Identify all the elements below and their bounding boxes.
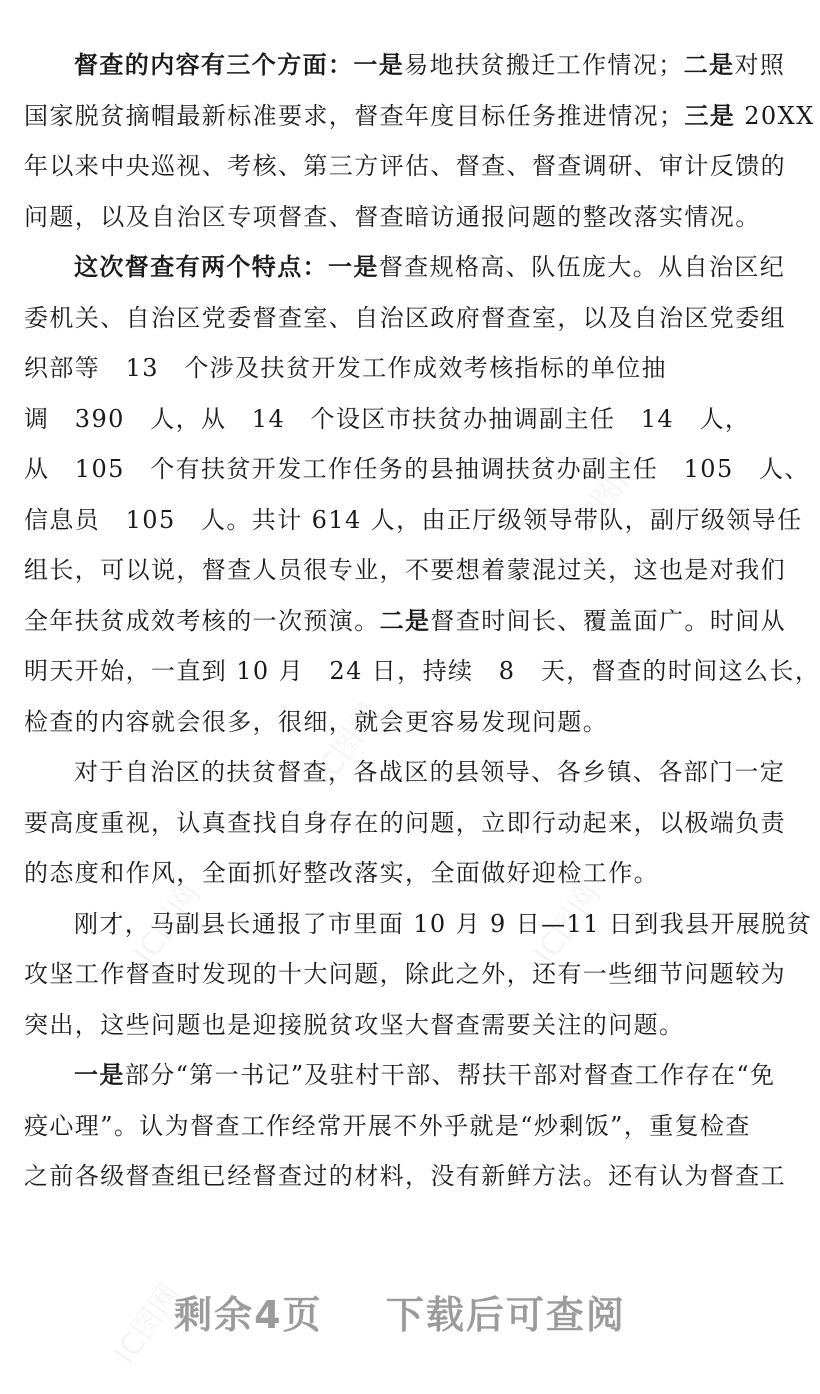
text-run: 督查规格高、队伍庞大。从自治区纪 xyxy=(378,253,786,281)
paragraph xyxy=(24,747,786,899)
text-line xyxy=(24,192,778,243)
text-run: 明天开始，一直到 10 月 24 日，持续 8 天，督查的时间这么长， xyxy=(24,657,820,685)
text-run: 全年扶贫成效考核的一次预演。 xyxy=(24,606,380,635)
bold-text: 一是 xyxy=(328,252,379,281)
text-line xyxy=(24,798,786,849)
text-run: 委机关、自治区党委督查室、自治区政府督查室，以及自治区党委组 xyxy=(24,303,786,332)
text-line xyxy=(24,40,786,91)
text-run: 疫心理”。认为督查工作经常开展不外乎就是“炒剩饭”，重复检查 xyxy=(24,1111,751,1140)
text-line xyxy=(24,949,786,1000)
text-run: 组长，可以说，督查人员很专业，不要想着蒙混过关，这也是对我们 xyxy=(24,556,786,584)
text-run: 织部等 13 个涉及扶贫开发工作成效考核指标的单位抽 xyxy=(24,354,667,382)
text-run: 之前各级督查组已经督查过的材料，没有新鲜方法。还有认为督查工 xyxy=(24,1162,786,1190)
text-run: 对照 xyxy=(734,51,786,79)
text-line xyxy=(24,747,786,798)
text-run: 从 105 个有扶贫开发工作任务的县抽调扶贫办副主任 105 人、 xyxy=(24,455,810,483)
download-to-read-text: 下载后可查阅 xyxy=(385,1293,626,1337)
paragraph xyxy=(24,40,815,242)
document-body xyxy=(24,40,820,1202)
text-line xyxy=(24,343,778,394)
text-run: 信息员 105 人。共计 614 人，由正厅级领导带队，副厅级领导任 xyxy=(24,505,803,534)
text-line xyxy=(24,1101,778,1152)
bold-text: 这次督查有两个特点： xyxy=(74,252,328,281)
bold-text: 一是 xyxy=(74,1060,125,1089)
text-line xyxy=(24,1050,778,1101)
text-line xyxy=(24,242,786,293)
text-run: 易地扶贫搬迁工作情况； xyxy=(404,51,684,79)
text-line xyxy=(24,293,786,344)
text-line xyxy=(24,899,813,950)
text-run: 年以来中央巡视、考核、第三方评估、督查、督查调研、审计反馈的 xyxy=(24,152,786,180)
text-run: 部分“第一书记”及驻村干部、帮扶干部对督查工作存在“免 xyxy=(124,1061,776,1089)
text-run: 督查时间长、覆盖面广。时间从 xyxy=(430,606,787,635)
watermark: IC图网 xyxy=(127,877,208,971)
bold-text: 一是 xyxy=(353,50,405,79)
bold-text: 督查的内容有三个方面： xyxy=(74,50,354,79)
text-line xyxy=(24,646,820,697)
text-run: 突出，这些问题也是迎接脱贫攻坚大督查需要关注的问题。 xyxy=(24,1010,685,1039)
text-run: 对于自治区的扶贫督查，各战区的县领导、各乡镇、各部门一定 xyxy=(74,758,786,786)
watermark: IC图网 xyxy=(107,1277,188,1371)
text-run: 的态度和作风，全面抓好整改落实，全面做好迎检工作。 xyxy=(24,859,659,887)
text-run: 要高度重视，认真查找自身存在的问题，立即行动起来，以极端负责 xyxy=(24,808,786,837)
watermark: IC图网 xyxy=(527,877,608,971)
text-line xyxy=(24,495,803,546)
text-run: 检查的内容就会很多，很细，就会更容易发现问题。 xyxy=(24,707,609,736)
text-line xyxy=(24,545,786,596)
text-run: 国家脱贫摘帽最新标准要求，督查年度目标任务推进情况； xyxy=(24,101,685,130)
text-line xyxy=(24,1151,786,1202)
bold-text: 二是 xyxy=(683,50,735,79)
text-line xyxy=(24,697,778,748)
text-line xyxy=(24,596,787,647)
text-line xyxy=(24,444,810,495)
text-line xyxy=(24,1000,778,1051)
bold-text: 二是 xyxy=(379,605,431,635)
download-banner[interactable] xyxy=(0,1290,800,1340)
paragraph xyxy=(24,242,820,747)
text-run: 调 390 人，从 14 个设区市扶贫办抽调副主任 14 人， xyxy=(24,404,751,433)
paragraph xyxy=(24,1050,786,1202)
text-line xyxy=(24,848,778,899)
bold-text: 三是 xyxy=(684,100,736,130)
text-line xyxy=(24,141,786,192)
watermark: IC图网 xyxy=(567,447,648,541)
watermark: IC图网 xyxy=(307,697,388,791)
text-run: 攻坚工作督查时发现的十大问题，除此之外，还有一些细节问题较为 xyxy=(24,960,786,988)
text-run: 刚才，马副县长通报了市里面 10 月 9 日—11 日到我县开展脱贫 xyxy=(74,909,813,938)
text-run: 问题，以及自治区专项督查、督查暗访通报问题的整改落实情况。 xyxy=(24,202,761,231)
text-line xyxy=(24,91,815,142)
remaining-pages-text: 剩余4页 xyxy=(174,1293,323,1337)
paragraph xyxy=(24,899,813,1051)
text-run: 20XX xyxy=(735,101,815,130)
text-line xyxy=(24,394,778,445)
